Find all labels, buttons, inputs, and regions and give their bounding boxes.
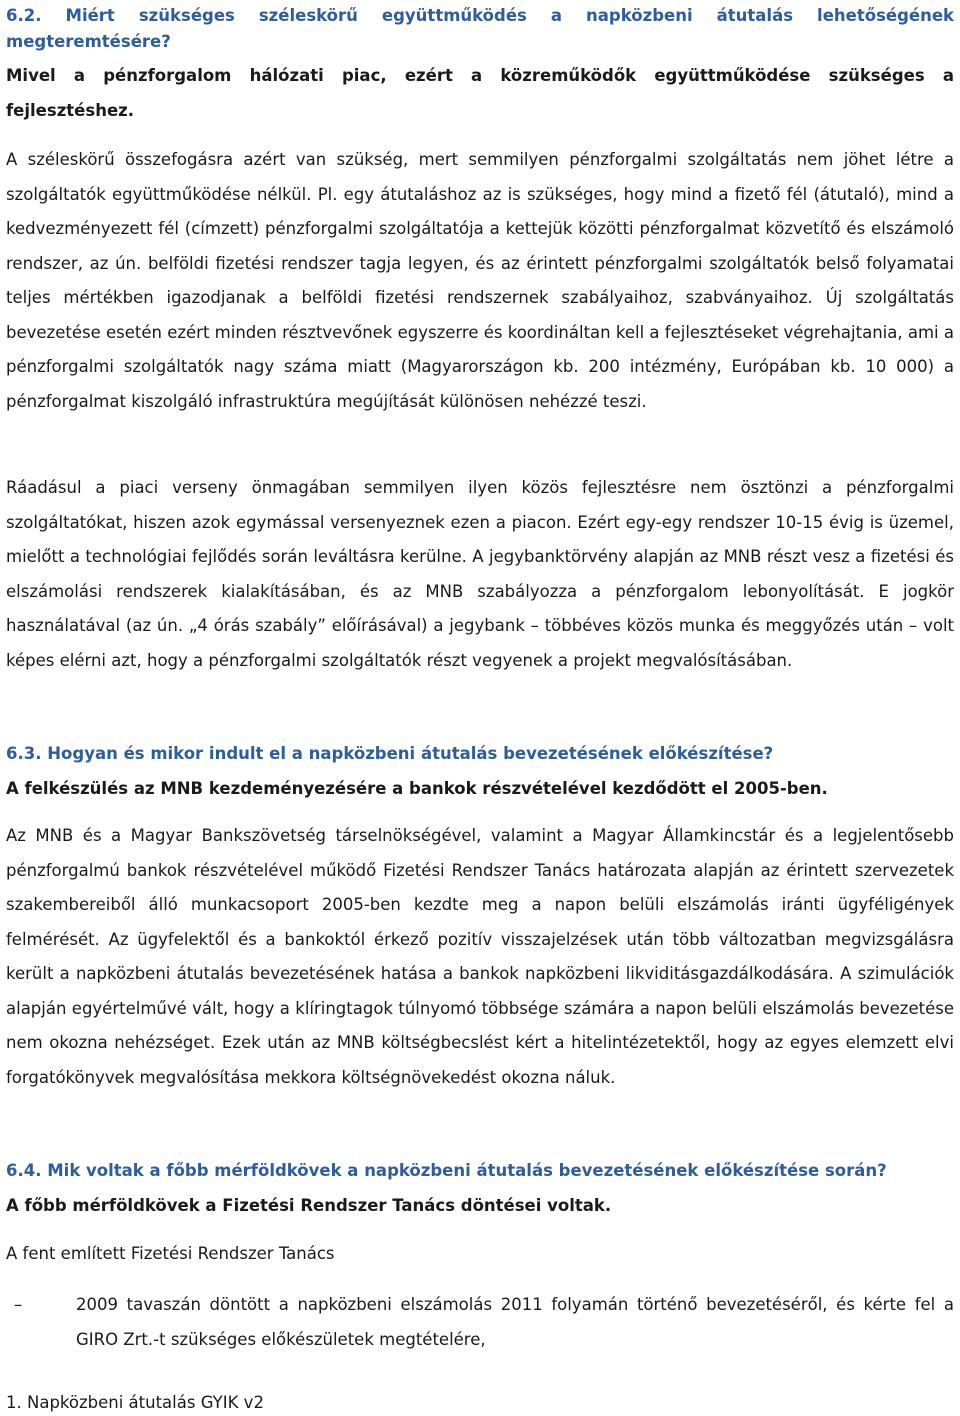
section-lead: A felkészülés az MNB kezdeményezésére a bankok részvételével kezdődött el 2005-ben.: [6, 778, 828, 798]
section-heading: 6.2. Miért szükséges széleskörű együttműködés a napközbeni átutalás lehetőségének megteremtésére?: [6, 6, 954, 51]
bullet-list: [6, 1288, 954, 1357]
list-item: [6, 1288, 954, 1357]
paragraph: A széleskörű összefogásra azért van szükség, mert semmilyen pénzforgalmi szolgáltatás nem jöhet létre a szolgáltatók együttműködése nélkül. Pl. egy átutaláshoz az is szükséges, hogy mind a fizető fél (átutaló), mind a kedvezményezett fél (címzett) pénzforgalmi szolgáltatója a kettejük közötti pénzforgalmat közvetítő és elszámoló rendszer, az ún. belföldi fizetési rendszer tagja legyen, és az érintett pénzforgalmi szolgáltatók belső folyamatai teljes mértékben igazodjanak a belföldi fizetési rendszernek szabályaihoz, szabványaihoz. Új szolgáltatás bevezetése esetén ezért minden résztvevőnek egyszerre és koordináltan kell a fejlesztéseket végrehajtania, ami a pénzforgalmi szolgáltatók nagy száma miatt (Magyarországon kb. 200 intézmény, Európában kb. 10 000) a pénzforgalmat kiszolgáló infrastruktúra megújítását különösen nehézzé teszi.: [6, 150, 954, 411]
section-6-2: [6, 3, 954, 128]
paragraph: Az MNB és a Magyar Bankszövetség társelnökségével, valamint a Magyar Államkincstár és a legjelentősebb pénzforgalmú bankok részvételével működő Fizetési Rendszer Tanács határozata alapján az érintett szervezetek szakembereiből álló munkacsoport 2005-ben kezdte meg a napon belüli elszámolás iránti ügyféligények felmérését. Az ügyfelektől és a bankoktól érkező pozitív visszajelzések után több változatban megvizsgálásra került a napközbeni átutalás bevezetésének hatása a bankok napközbeni likviditásgazdálkodására. A szimulációk alapján egyértelművé vált, hogy a klíringtagok túlnyomó többsége számára a napon belüli elszámolás bevezetése nem okozna nehézséget. Ezek után az MNB költségbecslést kért a hitelintézetektől, hogy az egyes elemzett elvi forgatókönyvek megvalósítása mekkora költségnövekedést okozna náluk.: [6, 826, 954, 1087]
section-lead: Mivel a pénzforgalom hálózati piac, ezért a közreműködők együttműködése szükséges a fejlesztéshez.: [6, 66, 954, 120]
section-6-4: [6, 1154, 954, 1223]
paragraph: Ráadásul a piaci verseny önmagában semmilyen ilyen közös fejlesztésre nem ösztönzi a pénzforgalmi szolgáltatókat, hiszen azok egymással versenyeznek ezen a piacon. Ezért egy-egy rendszer 10-15 évig is üzemel, mielőtt a technológiai fejlődés során leváltásra kerülne. A jegybanktörvény alapján az MNB részt vesz a fizetési és elszámolási rendszerek kialakításában, és az MNB szabályozza a pénzforgalom lebonyolítását. E jogkör használatával (az ún. „4 órás szabály” előírásával) a jegybank – többéves közös munka és meggyőzés után – volt képes elérni azt, hogy a pénzforgalmi szolgáltatók részt vegyenek a projekt megvalósításában.: [6, 478, 954, 670]
section-lead: A főbb mérföldkövek a Fizetési Rendszer Tanács döntései voltak.: [6, 1195, 612, 1215]
paragraph: A fent említett Fizetési Rendszer Tanács: [6, 1244, 335, 1263]
section-heading: 6.4. Mik voltak a főbb mérföldkövek a napközbeni átutalás bevezetésének előkészítése során?: [6, 1161, 887, 1180]
section-6-3: [6, 737, 954, 806]
section-heading: 6.3. Hogyan és mikor indult el a napközbeni átutalás bevezetésének előkészítése?: [6, 744, 774, 763]
dash-bullet: –: [14, 1295, 23, 1314]
list-item-text: 2009 tavaszán döntött a napközbeni elszámolás 2011 folyamán történő bevezetéséről, és kérte fel a GIRO Zrt.-t szükséges előkészületek megtételére,: [76, 1295, 954, 1349]
page-footer: 1. Napközbeni átutalás GYIK v2: [6, 1393, 264, 1412]
